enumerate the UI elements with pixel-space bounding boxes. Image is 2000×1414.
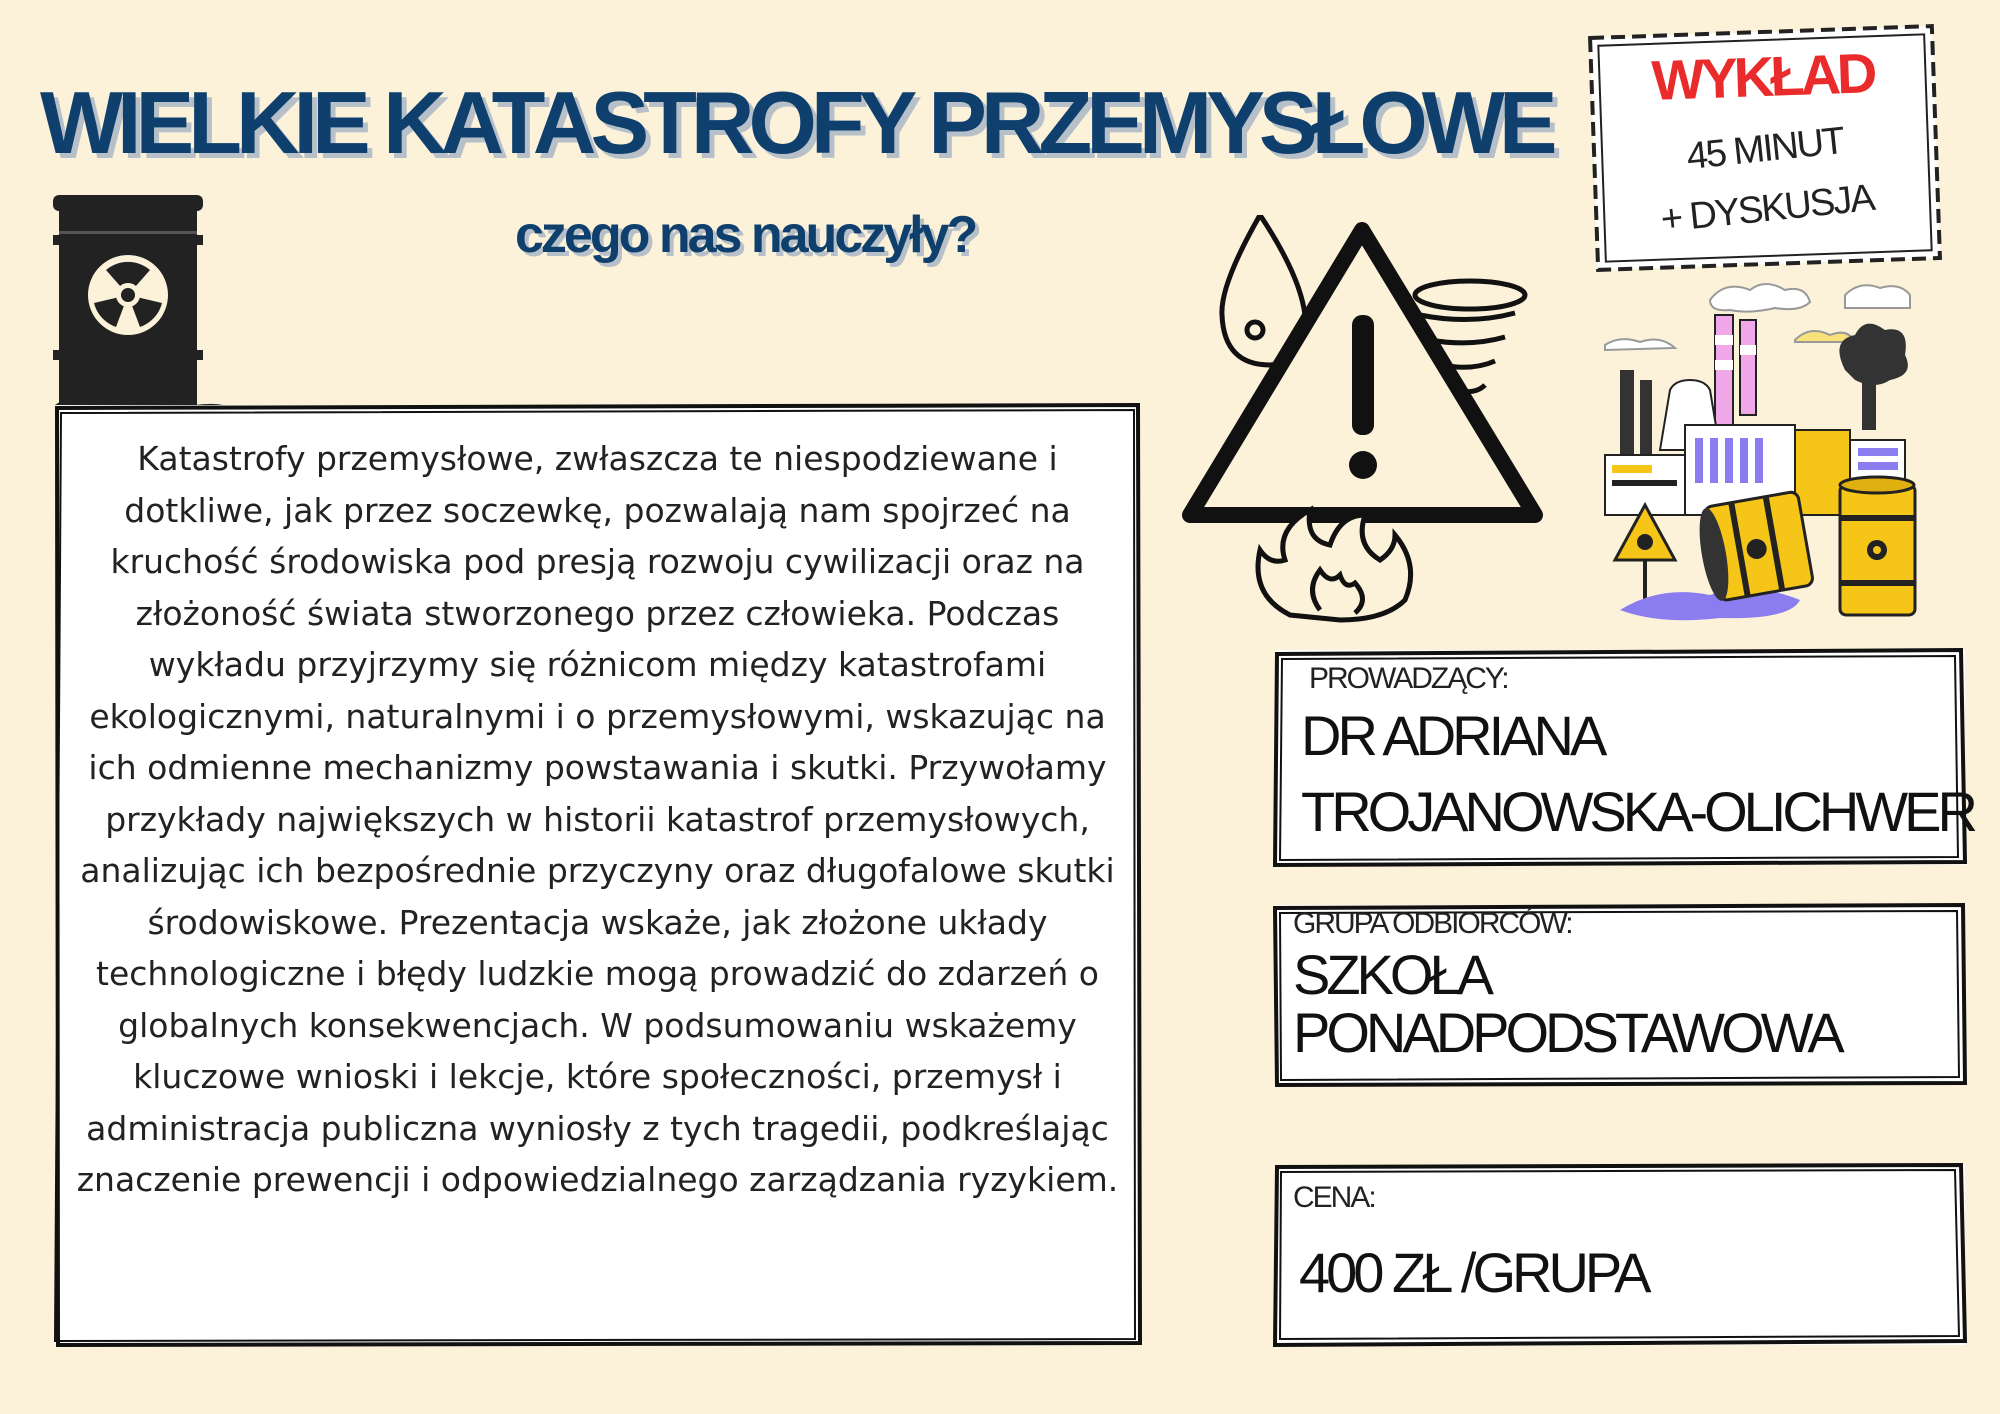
description-text: Katastrofy przemysłowe, zwłaszcza te niespodziewane i dotkliwe, jak przez soczewkę, pozwalają nam spojrzeć na kruchość środowiska pod presją rozwoju cywilizacji oraz na złożoność świata stworzonego przez człowieka. Podczas wykładu przyjrzymy się różnicom między katastrofami ekologicznymi, naturalnymi i o przemysłowymi, wskazując na ich odmienne mechanizmy powstawania i skutki. Przywołamy przykłady największych w historii katastrof przemysłowych, analizując ich bezpośrednie przyczyny oraz długofalowe skutki środowiskowe. Prezentacja wskaże, jak złożone układy technologiczne i błędy ludzkie mogą prowadzić do zdarzeń o globalnych konsekwencjach. W podsumowaniu wskażemy kluczowe wnioski i lekcje, które społeczności, przemysł i administracja publiczna wyniosły z tych tragedii, podkreślając znaczenie prewencji i odpowiedzialnego zarządzania ryzykiem. [76,439,1119,1199]
warning-triangle-icon [1180,215,1550,625]
lecturer-label: PROWADZĄCY: [1309,662,1508,695]
factory-illustration-icon [1600,280,1955,630]
price-label: CENA: [1293,1181,1375,1214]
radioactive-barrel-icon [45,195,245,425]
lecture-stamp [1586,22,1944,274]
lecture-discussion: + DYSKUSJA [1658,176,1876,242]
audience-line2: PONADPODSTAWOWA [1293,1001,1841,1064]
page-title: WIELKIE KATASTROFY PRZEMYSŁOWE [40,73,1552,172]
lecturer-name-line1: DR ADRIANA [1301,704,1604,767]
price-box [1275,1165,1965,1345]
lecture-type: WYKŁAD [1650,41,1875,112]
audience-box [1275,905,1965,1085]
page-subtitle: czego nas nauczyły? [515,206,976,264]
lecturer-box [1275,650,1974,865]
audience-line1: SZKOŁA [1293,943,1490,1006]
audience-label: GRUPA ODBIORCÓW: [1293,907,1572,940]
price-value: 400 ZŁ /GRUPA [1299,1241,1648,1304]
lecture-duration: 45 MINUT [1684,119,1846,179]
description-box [55,405,1140,1345]
lecturer-name-line2: TROJANOWSKA-OLICHWER [1301,780,1974,843]
